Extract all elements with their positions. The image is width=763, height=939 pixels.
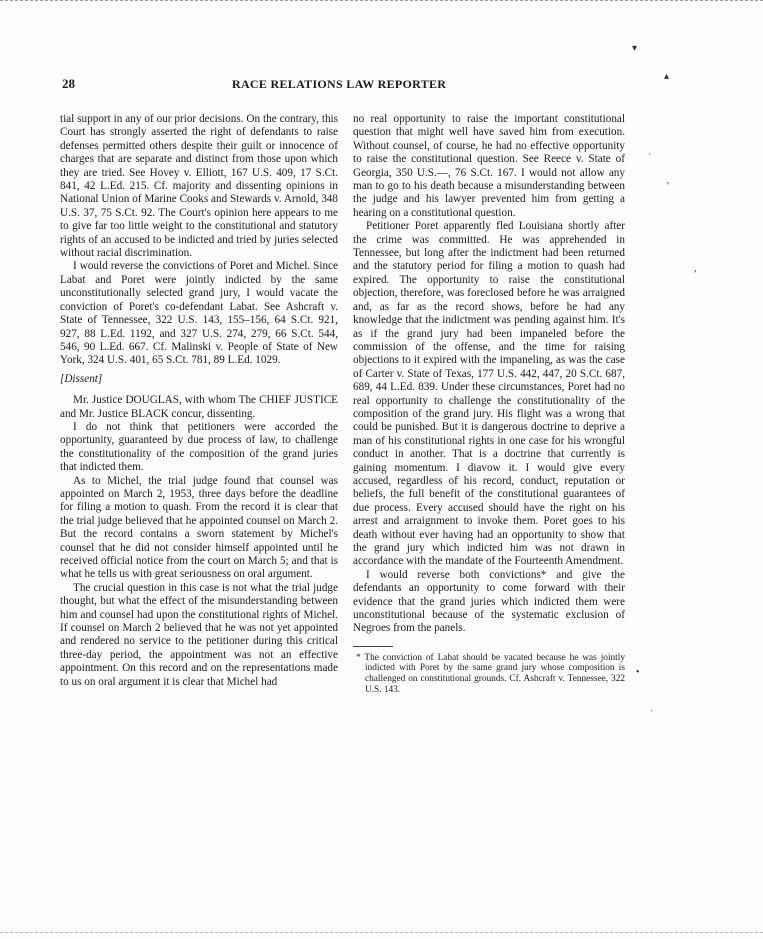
body-paragraph: Petitioner Poret apparently fled Louisiana shortly after the crime was committed. He was apprehended in Tennessee, but long after the indictment had been returned and the statutory period for filing a motion to quash had expired. The opportunity to raise the constitutional objection, therefore, was foreclosed before he was arraigned and, as far as the record shows, before he had any knowledge that the indictment was pending against him. It's as if the grand jury had been impaneled before the commission of the offense, and the time for raising objections to it expired with the impaneling, as was the case of Carter v. State of Texas, 177 U.S. 442, 447, 20 S.Ct. 687, 689, 44 L.Ed. 839. Under these circumstances, Poret had no real opportunity to challenge the constitutionality of the composition of the grand jury. His flight was a wrong that could be punished. But it is dangerous doctrine to deprive a man of his constitutional rights in one case for his wrongful conduct in another. That is a doctrine that currently is gaining momentum. I diavow it. I would give every accused, regardless of his record, conduct, reputation or beliefs, the full benefit of the constitutional guarantees of due process. Every accused should have the right on his arrest and arraignment to invoke them. Poret goes to his death without ever having had an opportunity to show that the grand jury which indicted him was not drawn in accordance with the mandate of the Fourteenth Amendment. xyxy=(353,220,625,568)
body-paragraph: no real opportunity to raise the important constitutional question that might well have saved him from execution. Without counsel, of course, he had no effective opportunity to raise the constitutional question. See Reece v. State of Georgia, 350 U.S.—, 76 S.Ct. 167. I would not allow any man to go to his death because a misunderstanding between the judge and his lawyer prevented him from getting a hearing on a constitutional question. xyxy=(353,113,625,219)
body-paragraph: Mr. Justice DOUGLAS, with whom The CHIEF JUSTICE and Mr. Justice BLACK concur, dissenting. xyxy=(60,394,338,420)
body-paragraph: I do not think that petitioners were accorded the opportunity, guaranteed by due process of law, to challenge the constitutionality of the composition of the grand juries that indicted them. xyxy=(60,420,338,474)
body-paragraph: tial support in any of our prior decisions. On the contrary, this Court has strongly asserted the right of defendants to raise defenses permitted others despite their guilt or innocence of charges that are separate and distinct from those upon which they are tried. See Hovey v. Elliott, 167 U.S. 409, 17 S.Ct. 841, 42 L.Ed. 215. Cf. majority and dissenting opinions in National Union of Marine Cooks and Stewards v. Arnold, 348 U.S. 37, 75 S.Ct. 92. The Court's opinion here appears to me to give far too little weight to the constitutional and statutory rights of an accused to be indicted and tried by juries selected without racial discrimination. xyxy=(60,113,338,260)
footnote-rule xyxy=(353,646,393,647)
scan-speck: , xyxy=(694,263,697,274)
scan-speck: • xyxy=(636,667,640,678)
running-head: RACE RELATIONS LAW REPORTER xyxy=(232,77,447,91)
scan-speck: ˎ xyxy=(650,701,654,712)
scan-speck: ʼ xyxy=(666,181,670,192)
right-column xyxy=(353,113,625,695)
scan-speck: ▴ xyxy=(664,71,670,82)
scan-speck: ▾ xyxy=(632,43,638,54)
page-bottom-border xyxy=(0,932,763,933)
dissent-heading: [Dissent] xyxy=(60,372,103,385)
left-column xyxy=(60,113,338,689)
footnote: * The conviction of Labat should be vacated because he was jointly indicted with Poret by the same grand jury whose composition is challenged on constitutional grounds. Cf. Ashcraft v. Tennessee, 322 U.S. 143. xyxy=(356,652,625,695)
body-paragraph: As to Michel, the trial judge found that counsel was appointed on March 2, 1953, three days before the deadline for filing a motion to quash. From the record it is clear that the trial judge believed that he appointed counsel on March 2. But the record contains a sworn statement by Michel's counsel that he did not consider himself appointed until he received official notice from the court on March 5; and that is what he tells us with great seriousness on oral argument. xyxy=(60,474,338,581)
page-number: 28 xyxy=(62,76,75,91)
body-paragraph: The crucial question in this case is not what the trial judge thought, but what the effect of the misunderstanding between him and counsel had upon the constitutional rights of Michel. If counsel on March 2 believed that he was not yet appointed and rendered no service to the petitioner during this critical three-day period, the appointment was not an effective appointment. On this record and on the representations made to us on oral argument it is clear that Michel had xyxy=(60,581,338,688)
body-paragraph: I would reverse the convictions of Poret and Michel. Since Labat and Poret were jointly indicted by the same unconstitutionally selected grand jury, I would vacate the conviction of Poret's co-defendant Labat. See Ashcraft v. State of Tennessee, 322 U.S. 143, 155–156, 64 S.Ct. 921, 927, 88 L.Ed. 1192, and 327 U.S. 274, 279, 66 S.Ct. 544, 546, 90 L.Ed. 667. Cf. Malinski v. People of State of New York, 324 U.S. 401, 65 S.Ct. 781, 89 L.Ed. 1029. xyxy=(60,260,338,367)
body-paragraph: I would reverse both convictions* and give the defendants an opportunity to come forward with their evidence that the grand juries which indicted them were unconstitutional because of the systematic exclusion of Negroes from the panels. xyxy=(353,568,625,635)
scan-speck: ˴ xyxy=(648,148,652,159)
page-top-border xyxy=(0,0,763,1)
